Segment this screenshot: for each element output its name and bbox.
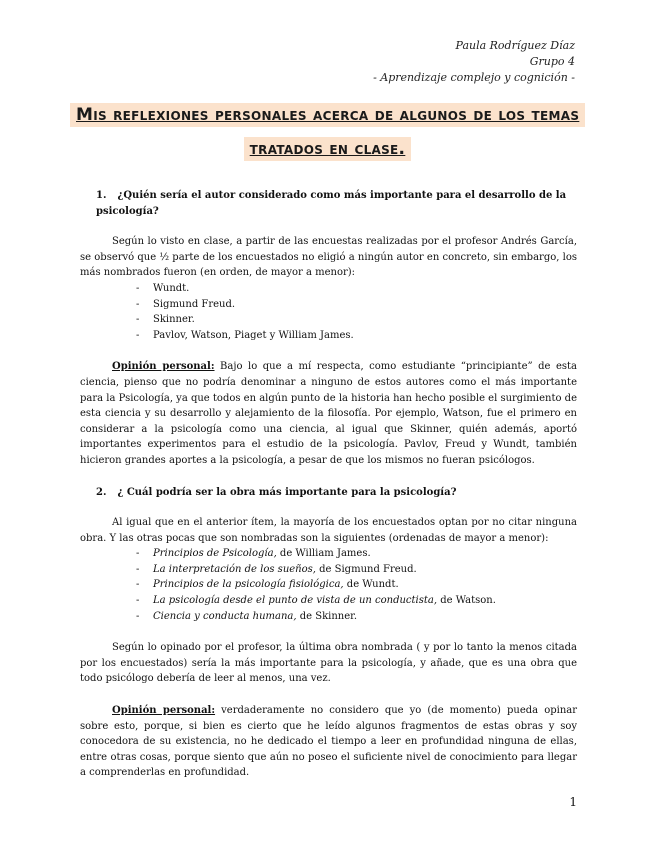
question-1-text: ¿Quién sería el autor considerado como más importante para el desarrollo de la psicología? (96, 190, 567, 217)
work-author: de Skinner. (296, 610, 357, 622)
list-item (136, 593, 577, 609)
work-title: Ciencia y conducta humana, (153, 610, 297, 622)
list-item: - Skinner. (136, 312, 577, 328)
question-1 (96, 188, 577, 219)
work-author: de Watson. (437, 595, 496, 607)
work-title: La psicología desde el punto de vista de un conductista, (153, 595, 438, 607)
list-item (136, 609, 577, 625)
opinion-label: Opinión personal: (112, 705, 216, 717)
question-1-number: 1. (96, 190, 107, 201)
work-title: Principios de Psicología, (153, 548, 277, 560)
work-author: de Sigmund Freud. (315, 563, 417, 575)
work-title: Principios de la psicología fisiológica, (153, 579, 344, 591)
work-author: de William James. (276, 548, 371, 560)
document-title: Mis reflexiones personales acerca de algunos de los temas tratados en clase. (70, 103, 585, 161)
list-item: - Sigmund Freud. (136, 297, 577, 313)
authors-list (136, 281, 577, 343)
question-2-text: ¿ Cuál podría ser la obra más importante para la psicología? (117, 486, 457, 498)
list-item (136, 562, 577, 578)
group-label: Grupo 4 (529, 55, 575, 68)
title-block (70, 98, 585, 166)
work-author: de Wundt. (343, 579, 399, 591)
section-1-intro: Según lo visto en clase, a partir de las encuestas realizadas por el profesor Andrés García, se observó que ½ parte de los encuestados no eligió a ningún autor en concreto, sin embargo, los más nombrados fueron (en orden, de mayor a menor): (80, 236, 577, 279)
section-1-opinion (80, 359, 577, 468)
works-list (136, 546, 577, 624)
list-item (136, 546, 577, 562)
course-label: - Aprendizaje complejo y cognición - (373, 71, 575, 84)
list-item: - Wundt. (136, 281, 577, 297)
question-2-number: 2. (96, 486, 107, 498)
list-item (136, 577, 577, 593)
document-body (80, 188, 577, 781)
section-2-intro: Al igual que en el anterior ítem, la mayoría de los encuestados optan por no citar ninguna obra. Y las otras pocas que son nombradas son la siguientes (ordenadas de mayor a menor): (80, 517, 577, 544)
opinion-text: Bajo lo que a mí respecta, como estudiante “principiante” de esta ciencia, pienso que no podría denominar a ninguno de estos autores como el más importante para la Psicología, ya que todos en algún punto de la historia han hecho posible el surgimiento de esta ciencia y su desarrollo y alejamiento de la filosofía. Por ejemplo, Watson, fue el primero en considerar a la psicología como una ciencia, al igual que Skinner, quién además, aportó importantes experimentos para el estudio de la psicología. Pavlov, Freud y Wundt, también hicieron grandes aportes a la psicología, a pesar de que los mismos no fueran psicólogos. (80, 361, 578, 466)
professor-note: Según lo opinado por el profesor, la última obra nombrada ( y por lo tanto la menos citada por los encuestados) sería la más importante para la psicología, y añade, que es una obra que todo psicólogo debería de leer al menos, una vez. (80, 642, 577, 685)
section-2-opinion (80, 703, 577, 781)
page-number: 1 (569, 795, 577, 809)
question-2 (96, 485, 577, 501)
author-name: Paula Rodríguez Díaz (455, 39, 575, 52)
opinion-text: verdaderamente no considero que yo (de momento) pueda opinar sobre esto, porque, si bien es cierto que he leído algunos fragmentos de estas obras y soy conocedora de su existencia, no he dedicado el tiempo a leer en profundidad ninguna de ellas, entre otras cosas, porque siento que aún no poseo el suficiente nivel de conocimiento para llegar a comprenderlas en profundidad. (80, 705, 578, 779)
opinion-label: Opinión personal: (112, 361, 215, 373)
list-item: - Pavlov, Watson, Piaget y William James. (136, 328, 577, 344)
document-header (373, 38, 575, 86)
work-title: La interpretación de los sueños, (153, 563, 316, 575)
